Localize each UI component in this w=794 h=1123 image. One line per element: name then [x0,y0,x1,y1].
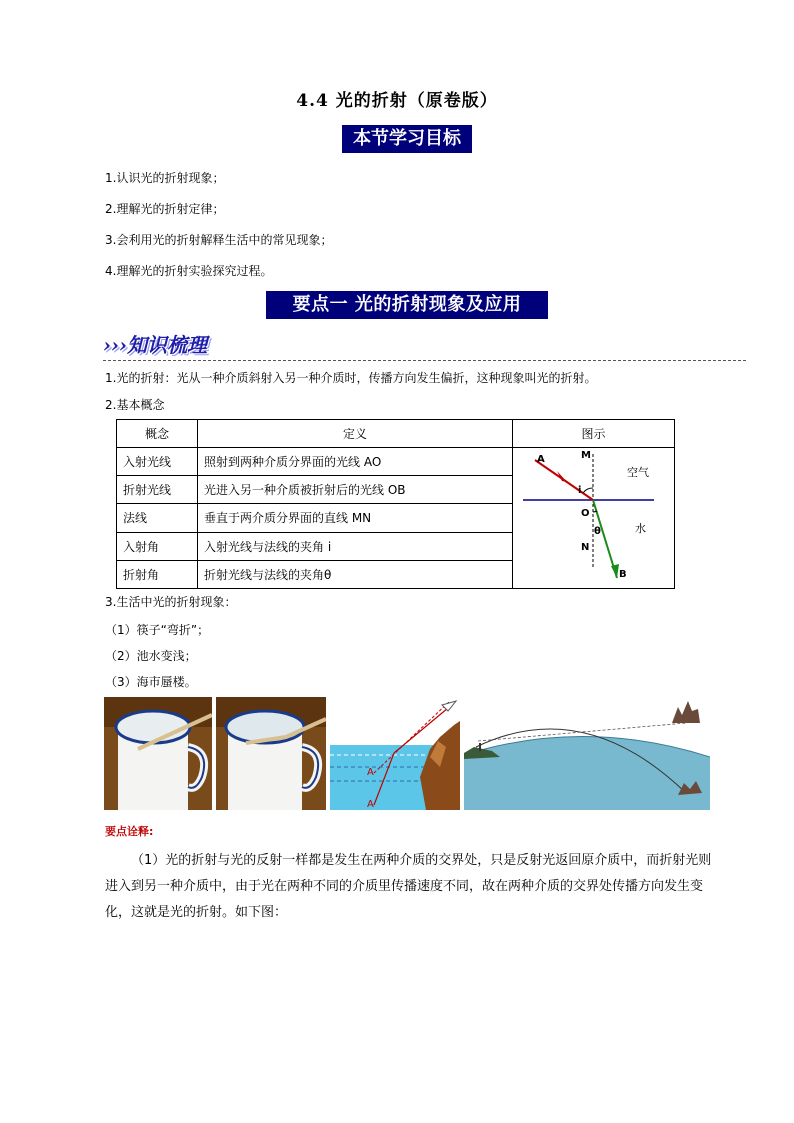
note-label: 要点诠释: [105,825,154,838]
label-water: 水 [635,522,646,535]
refraction-diagram-cell [513,448,675,589]
table-cell: 光进入另一种介质被折射后的光线 OB [198,476,513,504]
pool-shallower-diagram [330,697,460,810]
table-header: 定义 [198,420,513,448]
table-row [117,448,675,476]
image-label-a1: A [367,767,374,778]
image-label-a2: A [367,799,374,810]
table-cell: 折射角 [117,560,198,588]
knowledge-heading [103,329,207,358]
knowledge-arrows: ››› [103,333,127,357]
table-cell: 垂直于两介质分界面的直线 MN [198,504,513,532]
refracted-arrowhead [611,564,619,578]
table-cell: 法线 [117,504,198,532]
table-cell: 折射光线与法线的夹角θ [198,560,513,588]
label-O: O [581,508,590,519]
concepts-table [116,419,675,589]
bent-chopstick-photo-1 [104,697,212,810]
table-header: 概念 [117,420,198,448]
label-M: M [581,450,591,461]
table-cell: 入射光线与法线的夹角 i [198,532,513,560]
table-header-row [117,420,675,448]
key-point-banner: 要点一 光的折射现象及应用 [266,291,548,319]
table-cell: 入射角 [117,532,198,560]
goal-item: 4.理解光的折射实验探究过程。 [105,264,273,278]
label-air: 空气 [627,466,649,479]
table-header: 图示 [513,420,675,448]
dashed-divider [103,360,746,361]
goal-item: 3.会利用光的折射解释生活中的常见现象； [105,233,333,247]
table-cell: 入射光线 [117,448,198,476]
goal-item: 2.理解光的折射定律； [105,202,225,216]
mirage-diagram [464,697,710,810]
knowledge-heading-text: 知识梳理 [127,333,207,357]
bent-chopstick-photo-2 [216,697,326,810]
refraction-diagram [513,448,674,588]
phenomena-label: 3.生活中光的折射现象： [105,595,237,609]
phenomenon-item: （3）海市蜃楼。 [105,675,197,689]
table-cell: 照射到两种介质分界面的光线 AO [198,448,513,476]
learning-goals-banner: 本节学习目标 [342,125,472,153]
incidence-angle-arc [583,488,593,493]
goal-item: 1.认识光的折射现象； [105,171,225,185]
label-B: B [619,569,627,580]
phenomenon-item: （1）筷子“弯折”； [105,623,210,637]
page-title: 4.4 光的折射（原卷版） [296,91,498,111]
note-paragraph: （1）光的折射与光的反射一样都是发生在两种介质的交界处，只是反射光返回原介质中，而折射光则进入到另一种介质中，由于光在两种不同的介质里传播速度不同，故在两种介质的交界处传播方向发生变化，这就是光的折射。如下图： [105,853,712,920]
phenomenon-item: （2）池水变浅； [105,649,197,663]
table-cell: 折射光线 [117,476,198,504]
basic-concepts-label: 2.基本概念 [105,398,165,412]
label-theta: θ [594,526,601,537]
label-A: A [537,454,545,465]
label-i: i [578,485,582,496]
definition-line: 1.光的折射：光从一种介质斜射入另一种介质时，传播方向发生偏折，这种现象叫光的折射。 [105,371,597,385]
label-N: N [581,542,590,553]
